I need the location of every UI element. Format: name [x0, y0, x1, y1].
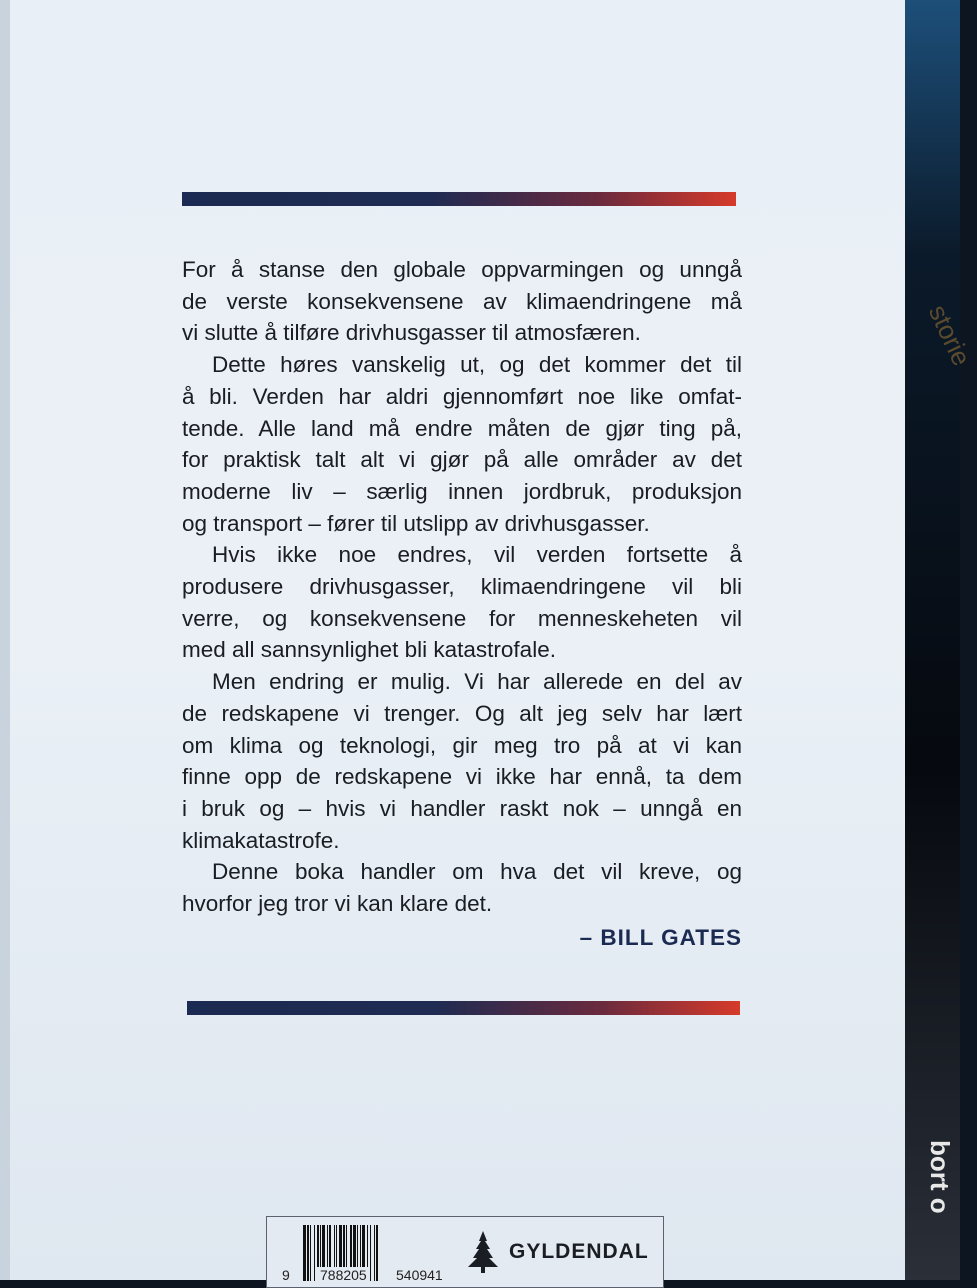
blurb-line: verre, og konsekvensene for menneskeheten vil [182, 605, 742, 631]
publisher-logo [467, 1231, 649, 1273]
barcode-digit-first: 9 [279, 1267, 293, 1283]
blurb-line: om klima og teknologi, gir meg tro på at vi kan [182, 732, 742, 758]
blurb-line: klimakatastrofe. [182, 827, 340, 853]
blurb-line: Men endring er mulig. Vi har allerede en del av [212, 669, 742, 695]
blurb-line: Hvis ikke noe endres, vil verden fortsette å [212, 542, 742, 568]
adjacent-book-spine-text: storie [922, 300, 977, 371]
blurb-line: vi slutte å tilføre drivhusgasser til atmosfæren. [182, 320, 641, 346]
barcode-digits-right: 540941 [393, 1267, 446, 1283]
blurb-line: For å stanse den globale oppvarmingen og unngå [182, 257, 742, 282]
blurb-line: og transport – fører til utslipp av drivhusgasser. [182, 510, 650, 536]
blurb-line: å bli. Verden har aldri gjennomført noe like omfat- [182, 383, 742, 409]
adjacent-book-cover-text: bort o [925, 1140, 955, 1214]
blurb-line: for praktisk talt alt vi gjør på alle områder av det [182, 447, 742, 473]
blurb-line: i bruk og – hvis vi handler raskt nok – unngå en [182, 795, 742, 821]
blurb-text [182, 254, 742, 953]
adjacent-book [905, 0, 977, 1280]
blurb-line: Dette høres vanskelig ut, og det kommer det til [212, 352, 742, 378]
publisher-name: GYLDENDAL [509, 1240, 649, 1263]
blurb-line: hvorfor jeg tror vi kan klare det. [182, 891, 493, 917]
cover-edge [0, 0, 10, 1280]
blurb-line: de verste konsekvensene av klimaendringene må [182, 288, 742, 314]
author-signature: – BILL GATES [579, 924, 742, 950]
top-gradient-bar [182, 192, 736, 206]
bottom-gradient-bar [187, 1001, 740, 1015]
blurb-line: finne opp de redskapene vi ikke har ennå, ta dem [182, 764, 742, 790]
blurb-line: de redskapene vi trenger. Og alt jeg selv har lært [182, 700, 742, 726]
barcode-panel [266, 1216, 664, 1288]
barcode-bar [376, 1225, 378, 1281]
blurb-line: tende. Alle land må endre måten de gjør ting på, [182, 415, 742, 441]
barcode-digits-left: 788205 [317, 1267, 370, 1283]
blurb-line: moderne liv – særlig innen jordbruk, produksjon [182, 478, 742, 504]
blurb-line: produsere drivhusgasser, klimaendringene vil bli [182, 574, 742, 600]
blurb-line: Denne boka handler om hva det vil kreve, og [212, 859, 742, 885]
blurb-line: med all sannsynlighet bli katastrofale. [182, 637, 556, 663]
fir-tree-icon [467, 1231, 499, 1273]
